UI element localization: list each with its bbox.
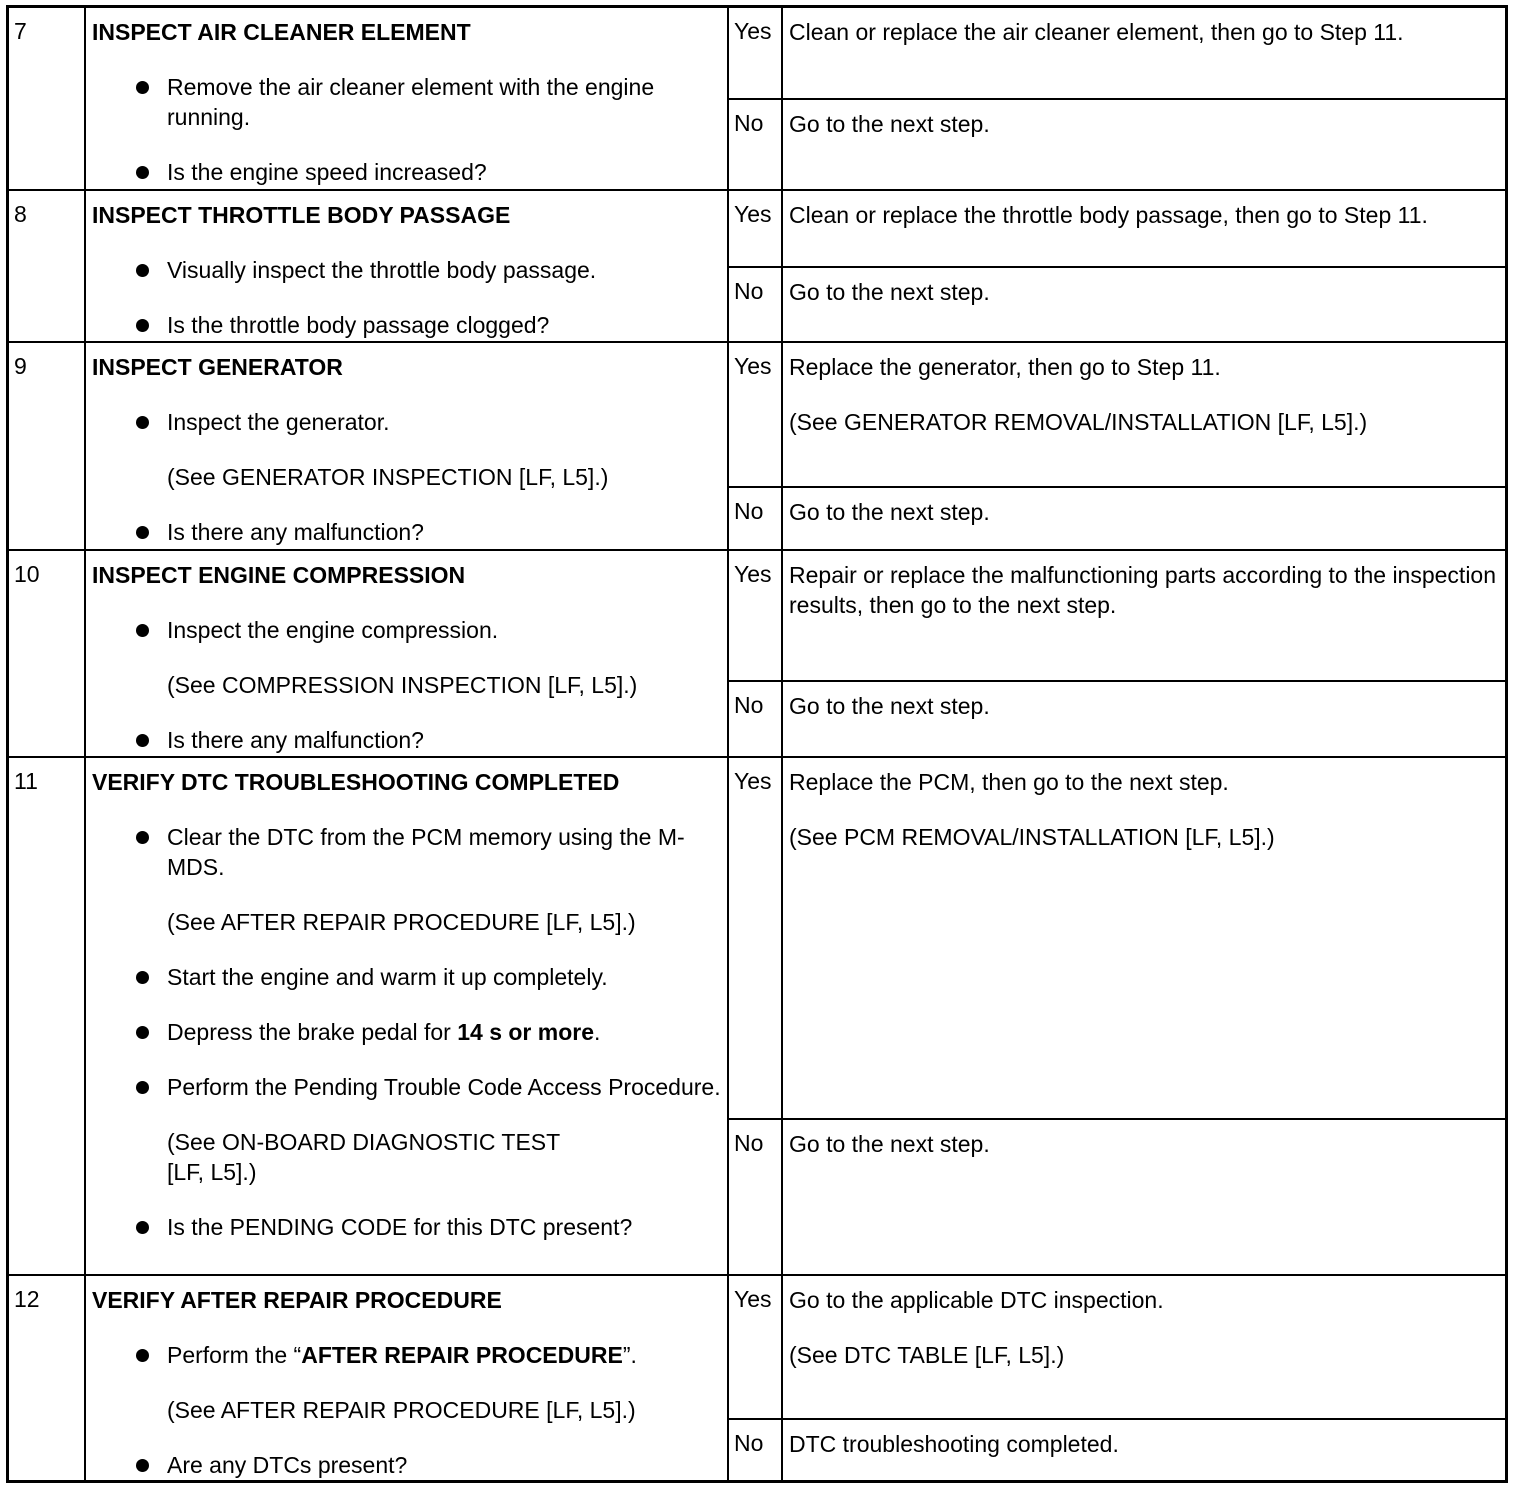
yes-text: Clean or replace the air cleaner element, then go to Step 11. [789,19,1404,45]
no-text: Go to the next step. [789,1131,990,1157]
step-number: 8 [9,191,86,341]
no-result [729,1420,1505,1480]
step-title: VERIFY AFTER REPAIR PROCEDURE [92,1287,502,1313]
action-bullet: Is the throttle body passage clogged? [92,310,721,340]
step-number: 7 [9,8,86,189]
yes-result [729,191,1505,268]
step-title: INSPECT AIR CLEANER ELEMENT [92,19,471,45]
yes-label: Yes [729,551,783,680]
yes-label: Yes [729,191,783,266]
step-title: INSPECT GENERATOR [92,354,343,380]
step-number: 10 [9,551,86,756]
no-result [729,682,1505,756]
action-bullet: Start the engine and warm it up completely. [92,962,721,992]
yes-label: Yes [729,8,783,98]
step-title: INSPECT ENGINE COMPRESSION [92,562,466,588]
yes-text: Clean or replace the throttle body passage, then go to Step 11. [789,202,1428,228]
step-results [729,1276,1505,1480]
step-title: INSPECT THROTTLE BODY PASSAGE [92,202,511,228]
reference-note: (See DTC TABLE [LF, L5].) [789,1342,1065,1368]
no-text: Go to the next step. [789,693,990,719]
reference-note: (See AFTER REPAIR PROCEDURE [LF, L5].) [167,909,636,935]
action-bullet: Is the engine speed increased? [92,157,721,187]
yes-label: Yes [729,1276,783,1418]
step-action [86,551,729,756]
no-result [729,268,1505,341]
step-row-12 [9,1276,1505,1480]
yes-result [729,758,1505,1120]
yes-text: Repair or replace the malfunctioning parts according to the inspection results, then go to the next step. [789,562,1497,618]
step-action [86,191,729,341]
action-bullet: Remove the air cleaner element with the engine running. [92,72,721,132]
step-action [86,343,729,549]
step-number: 12 [9,1276,86,1480]
step-row-11 [9,758,1505,1276]
action-bullet: Visually inspect the throttle body passage. [92,255,721,285]
step-results [729,758,1505,1274]
action-bullet: Clear the DTC from the PCM memory using the M-MDS. [92,822,721,882]
step-row-9 [9,343,1505,551]
no-label: No [729,100,783,189]
action-bullet: Perform the Pending Trouble Code Access Procedure. [92,1072,721,1102]
reference-note: (See GENERATOR REMOVAL/INSTALLATION [LF, L5].) [789,409,1368,435]
no-label: No [729,488,783,549]
step-row-7 [9,8,1505,191]
no-label: No [729,1420,783,1480]
yes-text: Replace the PCM, then go to the next step. (See PCM REMOVAL/INSTALLATION [LF, L5].) [783,758,1505,1118]
step-number: 9 [9,343,86,549]
no-text: DTC troubleshooting completed. [789,1431,1119,1457]
reference-note: (See GENERATOR INSPECTION [LF, L5].) [167,464,609,490]
yes-result [729,343,1505,488]
step-row-10 [9,551,1505,758]
step-title: VERIFY DTC TROUBLESHOOTING COMPLETED [92,769,620,795]
no-text: Go to the next step. [789,279,990,305]
action-bullet: Is there any malfunction? [92,517,721,547]
no-label: No [729,268,783,341]
step-results [729,343,1505,549]
action-bullet: Depress the brake pedal for 14 s or more. [92,1017,721,1047]
action-bullet: Is there any malfunction? [92,725,721,755]
yes-result [729,8,1505,100]
yes-label: Yes [729,758,783,1118]
reference-note: (See ON-BOARD DIAGNOSTIC TEST [LF, L5].) [167,1129,560,1185]
step-action [86,758,729,1274]
reference-note: (See COMPRESSION INSPECTION [LF, L5].) [167,672,638,698]
no-result [729,100,1505,189]
no-label: No [729,1120,783,1274]
reference-note: (See AFTER REPAIR PROCEDURE [LF, L5].) [167,1397,636,1423]
no-result [729,488,1505,549]
reference-note: (See PCM REMOVAL/INSTALLATION [LF, L5].) [789,824,1275,850]
step-action [86,8,729,189]
action-bullet: Inspect the engine compression. [92,615,721,645]
yes-label: Yes [729,343,783,486]
step-results [729,551,1505,756]
action-bullet: Is the PENDING CODE for this DTC present? [92,1212,721,1242]
step-number: 11 [9,758,86,1274]
no-label: No [729,682,783,756]
step-results [729,191,1505,341]
yes-result [729,551,1505,682]
action-bullet: Inspect the generator. [92,407,721,437]
action-bullet: Perform the “AFTER REPAIR PROCEDURE”. [92,1340,721,1370]
step-action [86,1276,729,1480]
no-text: Go to the next step. [789,499,990,525]
yes-text: Replace the generator, then go to Step 11. (See GENERATOR REMOVAL/INSTALLATION [LF, L5].) [783,343,1505,486]
yes-result [729,1276,1505,1420]
action-bullet: Are any DTCs present? [92,1450,721,1480]
step-results [729,8,1505,189]
troubleshooting-table [6,5,1508,1483]
yes-text: Go to the applicable DTC inspection. (See DTC TABLE [LF, L5].) [783,1276,1505,1418]
no-result [729,1120,1505,1274]
no-text: Go to the next step. [789,111,990,137]
step-row-8 [9,191,1505,343]
